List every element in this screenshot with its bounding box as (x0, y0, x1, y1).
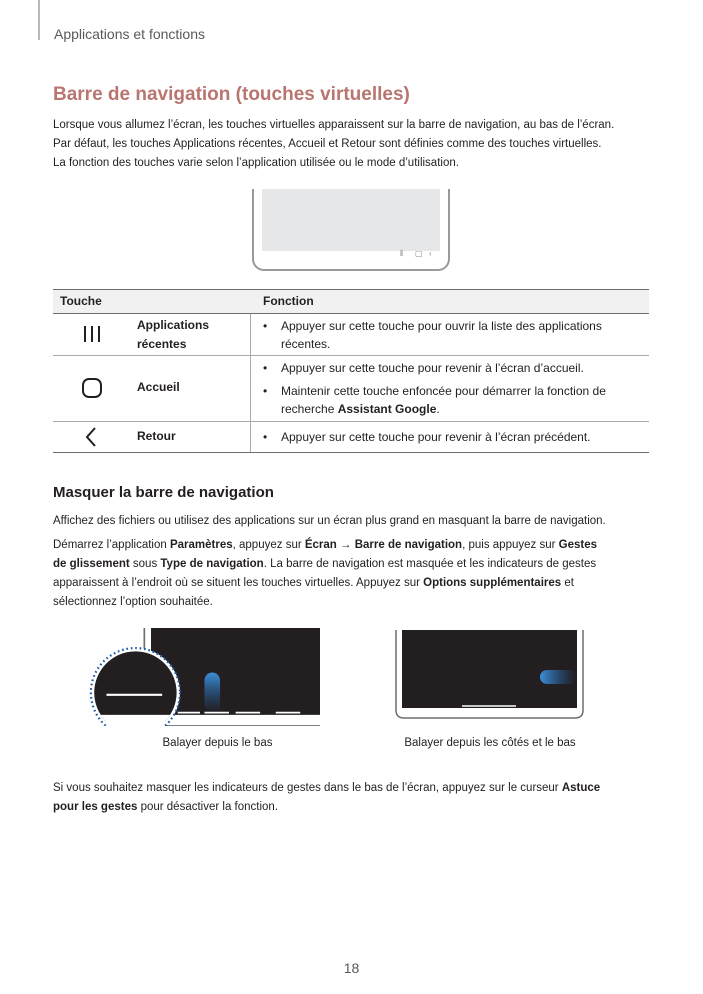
section-title: Barre de navigation (touches virtuelles) (53, 84, 410, 105)
table-row: Accueil • Appuyer sur cette touche pour revenir à l’écran d’accueil. • Maintenir cette touche enfoncée pour démarrer la fonction de recherche Assistant Google. (53, 356, 649, 422)
table-row: Applications récentes • Appuyer sur cette touche pour ouvrir la liste des applications récentes. (53, 314, 649, 356)
intro-paragraph: Lorsque vous allumez l’écran, les touches virtuelles apparaissent sur la barre de navigation, au bas de l’écran. Par défaut, les touches Applications récentes, Accueil et Retour sont définies comme des touches virtuelles. La fonction des touches varie selon l’application utilisée ou le mode d’utilisation. (53, 119, 615, 169)
phone-navigation-bar (262, 251, 440, 261)
header-rule (38, 0, 40, 40)
table-row: Retour • Appuyer sur cette touche pour revenir à l’écran précédent. (53, 422, 649, 453)
subsection-title: Masquer la barre de navigation (53, 484, 274, 501)
header-fonction: Fonction (263, 294, 314, 308)
key-name-home: Accueil (137, 380, 180, 394)
phone-screen (262, 189, 440, 251)
running-header: Applications et fonctions (54, 26, 205, 42)
caption-swipe-sides: Balayer depuis les côtés et le bas (404, 737, 576, 749)
key-name-back: Retour (137, 429, 176, 443)
phone-illustration (252, 189, 450, 271)
navigation-keys-table (53, 289, 649, 453)
subsection-paragraph-2: Démarrez l’application Paramètres, appuyez sur Écran → Barre de navigation, puis appuyez sur Gestes de glissement sous Type de navigation. La barre de navigation est masquée et les indicateurs de gestes apparaissent à l’endroit où se situent les touches virtuelles. Appuyez sur Options supplémentaires et sélectionnez l’option souhaitée. (53, 539, 597, 608)
swipe-from-bottom-illustration (70, 628, 320, 726)
header-touche: Touche (60, 294, 102, 308)
recent-apps-icon: ⦀ (400, 249, 404, 258)
home-icon (80, 376, 104, 400)
home-icon: ▢ (415, 249, 423, 258)
back-icon (80, 425, 104, 449)
caption-swipe-bottom: Balayer depuis le bas (162, 737, 273, 749)
key-name-recent: Applications récentes (137, 318, 210, 351)
recent-apps-icon (80, 323, 104, 345)
gesture-hint-paragraph: Si vous souhaitez masquer les indicateurs de gestes dans le bas de l’écran, appuyez sur le curseur Astuce pour les gestes pour désactiver la fonction. (53, 782, 601, 813)
page-number: 18 (343, 960, 360, 976)
swipe-from-sides-illustration (392, 628, 587, 720)
table-header (53, 289, 649, 314)
back-icon: ‹ (429, 249, 432, 258)
subsection-paragraph-1: Affichez des fichiers ou utilisez des applications sur un écran plus grand en masquant la barre de navigation. (53, 515, 606, 527)
